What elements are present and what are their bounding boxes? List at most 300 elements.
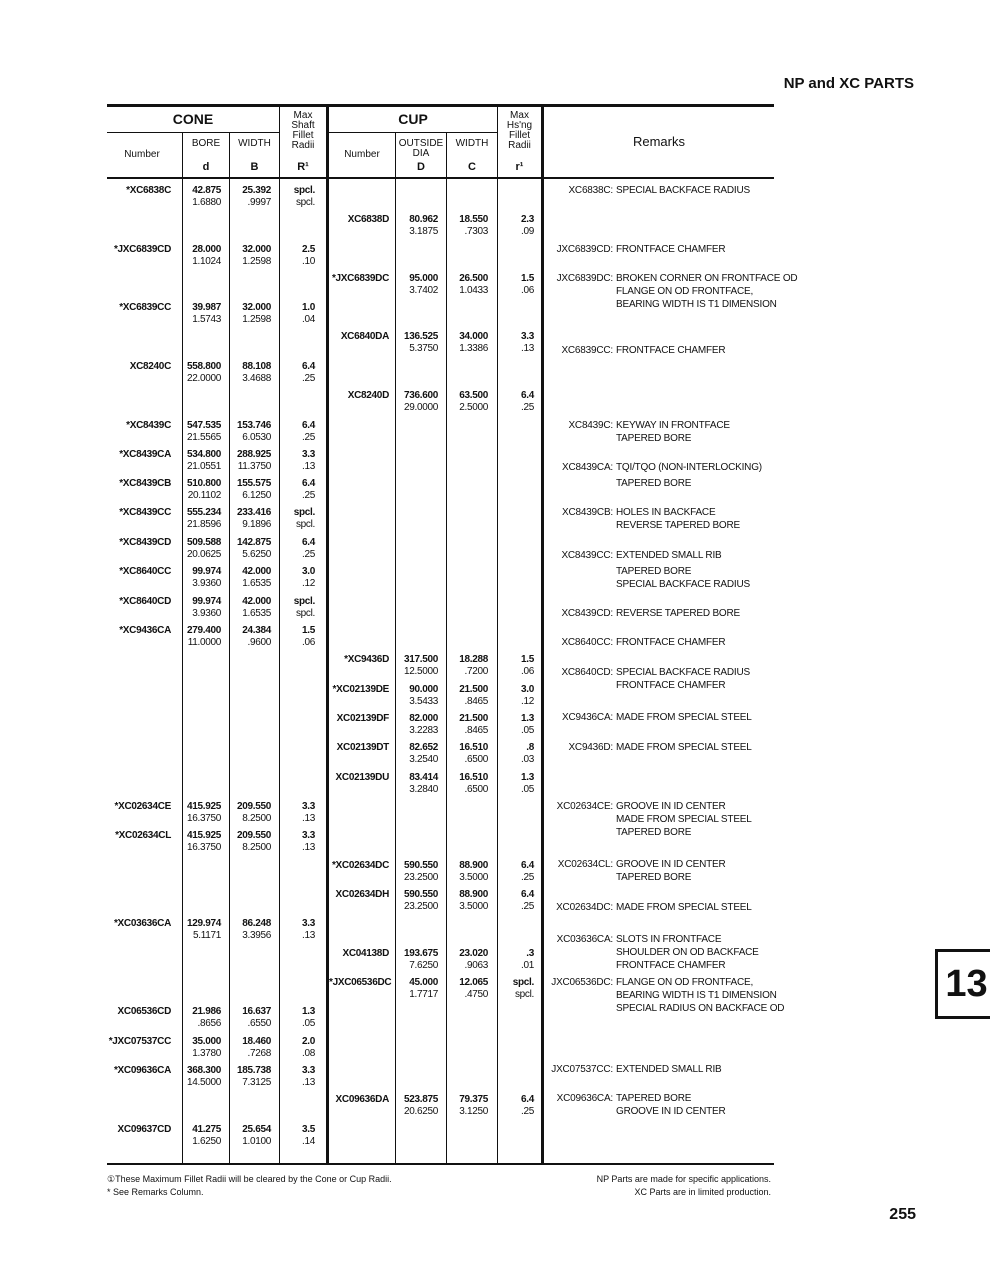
hsng-radius-mm: 6.4 [520, 860, 534, 871]
cone-width-in: 1.6535 [242, 608, 271, 619]
outside-dia-mm: 590.550 [403, 889, 438, 900]
hsng-radius-mm: 1.5 [520, 273, 534, 284]
cup-number: XC6840DA [340, 331, 389, 342]
remark-text: GROOVE IN ID CENTER [616, 801, 726, 812]
cup-width-in: 3.5000 [459, 872, 488, 883]
cup-width-mm: 88.900 [459, 889, 488, 900]
outside-dia-in: 23.2500 [403, 872, 438, 883]
bore-in: 16.3750 [186, 842, 221, 853]
cup-width-in: .8465 [464, 725, 488, 736]
remark-text: KEYWAY IN FRONTFACE [616, 420, 730, 431]
remark-part-number: XC8439C: [568, 420, 613, 431]
bore-in: 3.9360 [192, 578, 221, 589]
hsng-radius-mm: 1.3 [520, 772, 534, 783]
hsng-radii-header: Max Hs'ng Fillet Radii [506, 110, 533, 151]
hsng-radius-mm: .8 [526, 742, 534, 753]
cone-width-symbol: B [250, 161, 259, 173]
cone-width-mm: 233.416 [236, 507, 271, 518]
bore-in: 21.0551 [186, 461, 221, 472]
cup-number: XC02634DH [335, 889, 389, 900]
hsng-radius-in: .06 [520, 666, 534, 677]
cone-width-in: 1.0100 [242, 1136, 271, 1147]
shaft-radius-in: .25 [301, 549, 315, 560]
outside-dia-mm: 95.000 [409, 273, 438, 284]
remark-text: TQI/TQO (NON-INTERLOCKING) [616, 462, 762, 473]
cone-number: *XC8640CC [119, 566, 171, 577]
hsng-radius-mm: 6.4 [520, 889, 534, 900]
remark-part-number: XC8439CC: [561, 550, 613, 561]
cone-width-in: 11.3750 [237, 461, 271, 472]
cup-width-in: .4750 [464, 989, 488, 1000]
outside-dia-in: 5.3750 [409, 343, 438, 354]
cone-width-in: 3.4688 [242, 373, 271, 384]
cone-number: *JXC07537CC [108, 1036, 171, 1047]
cup-width-mm: 18.550 [459, 214, 488, 225]
cup-number: XC04138D [342, 948, 389, 959]
remark-part-number: XC02634CE: [556, 801, 613, 812]
remark-text: FRONTFACE CHAMFER [616, 637, 726, 648]
remark-part-number: XC02634DC: [556, 902, 613, 913]
hsng-radius-in: .01 [520, 960, 534, 971]
hsng-radius-in: .06 [520, 285, 534, 296]
hsng-radius-in: .05 [520, 725, 534, 736]
page-number: 255 [889, 1206, 916, 1223]
shaft-radius-in: .14 [301, 1136, 315, 1147]
shaft-radius-in: spcl. [295, 519, 315, 530]
bore-mm: 510.800 [186, 478, 221, 489]
remark-text: REVERSE TAPERED BORE [616, 608, 740, 619]
outside-dia-header: OUTSIDE DIA [398, 138, 444, 159]
remark-text: FRONTFACE CHAMFER [616, 244, 726, 255]
remark-text: FRONTFACE CHAMFER [616, 960, 726, 971]
cone-width-mm: 24.384 [242, 625, 271, 636]
outside-dia-mm: 82.652 [409, 742, 438, 753]
bore-mm: 279.400 [186, 625, 221, 636]
cone-width-mm: 185.738 [236, 1065, 271, 1076]
cup-number: XC02139DF [336, 713, 389, 724]
cup-width-in: .7200 [464, 666, 488, 677]
cup-width-mm: 21.500 [459, 684, 488, 695]
cup-width-mm: 18.288 [459, 654, 488, 665]
shaft-radius-mm: 6.4 [301, 537, 315, 548]
remark-text: TAPERED BORE [616, 566, 692, 577]
cone-width-in: 9.1896 [242, 519, 271, 530]
shaft-radius-in: .13 [301, 461, 315, 472]
cone-number: *XC02634CL [115, 830, 171, 841]
outside-dia-mm: 736.600 [403, 390, 438, 401]
outside-dia-mm: 136.525 [403, 331, 438, 342]
remark-text: EXTENDED SMALL RIB [616, 550, 722, 561]
cup-width-in: .6500 [464, 784, 488, 795]
outside-dia-mm: 45.000 [409, 977, 438, 988]
cup-width-mm: 88.900 [459, 860, 488, 871]
shaft-radius-mm: spcl. [293, 185, 315, 196]
cone-number: *XC09636CA [113, 1065, 171, 1076]
outside-dia-in: 29.0000 [403, 402, 438, 413]
table-top-rule [107, 104, 774, 107]
shaft-radius-in: spcl. [295, 608, 315, 619]
shaft-radius-in: .13 [301, 842, 315, 853]
cone-width-mm: 32.000 [242, 244, 271, 255]
hsng-radius-in: .25 [520, 402, 534, 413]
divider-hsng-radii [497, 106, 498, 1163]
cone-width-in: 8.2500 [242, 842, 271, 853]
outside-dia-in: 20.6250 [403, 1106, 438, 1117]
outside-dia-mm: 590.550 [403, 860, 438, 871]
cone-header-underline [107, 132, 279, 133]
shaft-radius-in: .08 [301, 1048, 315, 1059]
remark-text: BEARING WIDTH IS T1 DIMENSION [616, 299, 777, 310]
cup-width-mm: 21.500 [459, 713, 488, 724]
cup-number: *XC9436D [344, 654, 389, 665]
cup-number: XC09636DA [335, 1094, 389, 1105]
cone-number: *XC02634CE [114, 801, 171, 812]
shaft-radius-in: .12 [301, 578, 315, 589]
cone-width-in: 1.6535 [242, 578, 271, 589]
hsng-radius-mm: 6.4 [520, 1094, 534, 1105]
shaft-radius-in: .25 [301, 373, 315, 384]
remark-part-number: XC9436CA: [561, 712, 613, 723]
bore-in: 20.1102 [187, 490, 221, 501]
bore-in: 1.6880 [192, 197, 221, 208]
remark-text: TAPERED BORE [616, 872, 692, 883]
bore-in: 1.5743 [192, 314, 221, 325]
cup-width-in: 3.5000 [459, 901, 488, 912]
section-tab: 13 [935, 949, 990, 1019]
cup-width-in: .7303 [464, 226, 488, 237]
remark-text: FRONTFACE CHAMFER [616, 345, 726, 356]
divider-remarks [541, 106, 544, 1163]
footnote-xc-parts: XC Parts are in limited production. [634, 1187, 771, 1197]
bore-in: 1.1024 [192, 256, 221, 267]
remark-text: MADE FROM SPECIAL STEEL [616, 814, 752, 825]
hsng-radius-mm: 2.3 [520, 214, 534, 225]
cup-width-mm: 34.000 [459, 331, 488, 342]
cup-number: XC8240D [347, 390, 389, 401]
shaft-radii-symbol: R¹ [297, 161, 309, 173]
remark-part-number: XC09636CA: [556, 1093, 613, 1104]
shaft-radius-in: .06 [301, 637, 315, 648]
hsng-radius-in: .13 [520, 343, 534, 354]
remark-part-number: JXC6839DC: [556, 273, 613, 284]
remark-text: SPECIAL BACKFACE RADIUS [616, 579, 750, 590]
shaft-radius-in: .13 [301, 930, 315, 941]
bore-mm: 99.974 [192, 596, 221, 607]
shaft-radius-mm: 3.0 [301, 566, 315, 577]
footnote-np-parts: NP Parts are made for specific applications. [596, 1174, 771, 1184]
cone-number: XC06536CD [117, 1006, 171, 1017]
cup-width-mm: 26.500 [459, 273, 488, 284]
remark-text: BEARING WIDTH IS T1 DIMENSION [616, 990, 777, 1001]
hsng-radius-in: .03 [520, 754, 534, 765]
shaft-radius-mm: 6.4 [301, 361, 315, 372]
shaft-radius-mm: 6.4 [301, 420, 315, 431]
cone-number: *JXC6839CD [113, 244, 171, 255]
remark-text: FRONTFACE CHAMFER [616, 680, 726, 691]
shaft-radius-mm: 1.3 [301, 1006, 315, 1017]
bore-mm: 42.875 [192, 185, 221, 196]
outside-dia-mm: 317.500 [403, 654, 438, 665]
hsng-radius-mm: 1.3 [520, 713, 534, 724]
remark-part-number: XC02634CL: [557, 859, 613, 870]
remark-part-number: XC8439CA: [561, 462, 613, 473]
bore-symbol: d [202, 161, 210, 173]
cup-width-symbol: C [468, 161, 476, 173]
cone-number: XC09637CD [117, 1124, 171, 1135]
cone-width-mm: 155.575 [236, 478, 271, 489]
bore-in: 14.5000 [186, 1077, 221, 1088]
cone-number: *XC9436CA [119, 625, 171, 636]
cone-width-mm: 18.460 [242, 1036, 271, 1047]
cup-width-in: .6500 [464, 754, 488, 765]
remark-text: BROKEN CORNER ON FRONTFACE OD [616, 273, 798, 284]
cone-width-in: 8.2500 [242, 813, 271, 824]
remark-part-number: XC03636CA: [556, 934, 613, 945]
remark-part-number: JXC07537CC: [551, 1064, 613, 1075]
cup-width-in: 1.3386 [459, 343, 488, 354]
remark-text: FLANGE ON OD FRONTFACE, [616, 286, 754, 297]
outside-dia-in: 23.2500 [403, 901, 438, 912]
cone-width-in: .9997 [247, 197, 271, 208]
cup-number: *XC02634DC [331, 860, 389, 871]
remark-text: SLOTS IN FRONTFACE [616, 934, 722, 945]
remark-text: SPECIAL BACKFACE RADIUS [616, 667, 750, 678]
bore-mm: 35.000 [192, 1036, 221, 1047]
bore-mm: 547.535 [186, 420, 221, 431]
remark-part-number: XC9436D: [568, 742, 613, 753]
cup-number: XC02139DU [335, 772, 389, 783]
remark-text: TAPERED BORE [616, 827, 692, 838]
cone-width-mm: 142.875 [236, 537, 271, 548]
remark-text: GROOVE IN ID CENTER [616, 1106, 726, 1117]
bore-in: 3.9360 [192, 608, 221, 619]
cone-width-mm: 42.000 [242, 566, 271, 577]
hsng-radius-in: .09 [520, 226, 534, 237]
cone-width-mm: 25.392 [242, 185, 271, 196]
outside-dia-in: 3.5433 [409, 696, 438, 707]
remark-part-number: XC8640CC: [561, 637, 613, 648]
cone-width-in: 3.3956 [242, 930, 271, 941]
cone-width-in: .9600 [247, 637, 271, 648]
cone-width-header: WIDTH [238, 138, 271, 149]
cup-number: XC6838D [347, 214, 389, 225]
remarks-header: Remarks [632, 134, 685, 149]
cup-number: *XC02139DE [332, 684, 389, 695]
remark-text: MADE FROM SPECIAL STEEL [616, 902, 752, 913]
cone-width-in: 1.2598 [242, 314, 271, 325]
cone-number: *XC6839CC [119, 302, 171, 313]
cone-number: *XC6838C [126, 185, 171, 196]
bore-mm: 558.800 [186, 361, 221, 372]
cone-header: CONE [172, 111, 214, 127]
cone-number-header: Number [124, 149, 160, 160]
shaft-radius-mm: 3.3 [301, 830, 315, 841]
hsng-radius-mm: 3.3 [520, 331, 534, 342]
bore-mm: 99.974 [192, 566, 221, 577]
bore-in: 22.0000 [186, 373, 221, 384]
remark-text: MADE FROM SPECIAL STEEL [616, 712, 752, 723]
hsng-radius-mm: .3 [526, 948, 534, 959]
cone-width-in: 7.3125 [242, 1077, 271, 1088]
cone-width-mm: 25.654 [242, 1124, 271, 1135]
cup-width-mm: 79.375 [459, 1094, 488, 1105]
cone-width-mm: 209.550 [236, 830, 271, 841]
hsng-radius-in: .05 [520, 784, 534, 795]
remark-text: TAPERED BORE [616, 433, 692, 444]
outside-dia-in: 3.1875 [409, 226, 438, 237]
hsng-radius-in: .25 [520, 1106, 534, 1117]
outside-dia-in: 12.5000 [403, 666, 438, 677]
cone-width-mm: 32.000 [242, 302, 271, 313]
hsng-radius-mm: spcl. [512, 977, 534, 988]
shaft-radius-mm: 1.5 [301, 625, 315, 636]
cup-width-mm: 23.020 [459, 948, 488, 959]
bore-mm: 129.974 [186, 918, 221, 929]
cup-width-in: 3.1250 [459, 1106, 488, 1117]
cup-width-in: .9063 [464, 960, 488, 971]
cup-width-mm: 12.065 [459, 977, 488, 988]
cone-width-in: 6.0530 [242, 432, 271, 443]
bore-in: .8656 [197, 1018, 221, 1029]
bore-mm: 41.275 [192, 1124, 221, 1135]
hsng-radius-mm: 6.4 [520, 390, 534, 401]
outside-dia-mm: 523.875 [403, 1094, 438, 1105]
footnote-see-remarks: * See Remarks Column. [107, 1187, 204, 1197]
cone-number: *XC8640CD [119, 596, 171, 607]
shaft-radius-in: .25 [301, 432, 315, 443]
remark-text: SPECIAL RADIUS ON BACKFACE OD [616, 1003, 785, 1014]
bore-mm: 28.000 [192, 244, 221, 255]
shaft-radius-mm: 3.3 [301, 801, 315, 812]
hsng-radius-mm: 3.0 [520, 684, 534, 695]
cup-width-mm: 63.500 [459, 390, 488, 401]
bore-mm: 415.925 [186, 830, 221, 841]
cone-number: *XC8439CA [119, 449, 171, 460]
cone-width-in: 5.6250 [242, 549, 271, 560]
cup-number: XC02139DT [336, 742, 389, 753]
cone-width-in: .7268 [247, 1048, 271, 1059]
table-bottom-rule [107, 1163, 774, 1165]
cone-number: *XC03636CA [113, 918, 171, 929]
bore-in: 21.5565 [186, 432, 221, 443]
hsng-radius-in: .12 [520, 696, 534, 707]
remark-part-number: JXC06536DC: [551, 977, 613, 988]
remark-text: SPECIAL BACKFACE RADIUS [616, 185, 750, 196]
cone-width-mm: 42.000 [242, 596, 271, 607]
shaft-radius-mm: 3.3 [301, 918, 315, 929]
cup-header: CUP [398, 111, 428, 127]
cone-number: *XC8439CC [119, 507, 171, 518]
remark-part-number: XC6839CC: [561, 345, 613, 356]
remark-part-number: JXC6839CD: [556, 244, 613, 255]
remark-part-number: XC8439CD: [561, 608, 613, 619]
cup-width-in: 1.0433 [459, 285, 488, 296]
header-bottom-rule [107, 177, 774, 179]
bore-in: 16.3750 [186, 813, 221, 824]
footnote-fillet-radii: ①These Maximum Fillet Radii will be cleared by the Cone or Cup Radii. [107, 1174, 392, 1184]
hsng-radius-in: .25 [520, 872, 534, 883]
cup-number: *JXC06536DC [329, 977, 392, 988]
shaft-radius-in: .10 [301, 256, 315, 267]
shaft-radius-in: spcl. [295, 197, 315, 208]
outside-dia-mm: 80.962 [409, 214, 438, 225]
cup-width-in: .8465 [464, 696, 488, 707]
cup-header-underline [328, 132, 498, 133]
outside-dia-symbol: D [417, 161, 425, 173]
shaft-radius-in: .04 [301, 314, 315, 325]
hsng-radii-symbol: r¹ [515, 161, 524, 173]
shaft-radius-mm: spcl. [293, 507, 315, 518]
bore-in: 1.6250 [192, 1136, 221, 1147]
outside-dia-in: 3.7402 [409, 285, 438, 296]
remark-part-number: XC6838C: [568, 185, 613, 196]
bore-in: 20.0625 [186, 549, 221, 560]
hsng-radius-in: .25 [520, 901, 534, 912]
remark-text: MADE FROM SPECIAL STEEL [616, 742, 752, 753]
cone-number: *XC8439CB [119, 478, 171, 489]
shaft-radius-mm: 2.0 [301, 1036, 315, 1047]
bore-mm: 555.234 [186, 507, 221, 518]
shaft-radius-mm: spcl. [293, 596, 315, 607]
outside-dia-mm: 82.000 [409, 713, 438, 724]
outside-dia-in: 7.6250 [409, 960, 438, 971]
shaft-radius-in: .05 [301, 1018, 315, 1029]
outside-dia-mm: 193.675 [403, 948, 438, 959]
remark-text: GROOVE IN ID CENTER [616, 859, 726, 870]
cone-width-in: 1.2598 [242, 256, 271, 267]
hsng-radius-in: spcl. [514, 989, 534, 1000]
remark-text: EXTENDED SMALL RIB [616, 1064, 722, 1075]
cup-number: *JXC6839DC [331, 273, 389, 284]
bore-in: 11.0000 [187, 637, 221, 648]
shaft-radius-in: .13 [301, 1077, 315, 1088]
shaft-radius-mm: 3.3 [301, 1065, 315, 1076]
bore-in: 5.1171 [192, 930, 221, 941]
cone-width-mm: 88.108 [242, 361, 271, 372]
shaft-radii-header: Max Shaft Fillet Radii [291, 110, 315, 151]
cup-width-mm: 16.510 [459, 742, 488, 753]
cone-number: *XC8439CD [119, 537, 171, 548]
bore-in: 21.8596 [186, 519, 221, 530]
remark-text: FLANGE ON OD FRONTFACE, [616, 977, 754, 988]
bore-mm: 415.925 [186, 801, 221, 812]
remark-text: REVERSE TAPERED BORE [616, 520, 740, 531]
remark-text: TAPERED BORE [616, 478, 692, 489]
bore-mm: 368.300 [186, 1065, 221, 1076]
cone-width-mm: 16.637 [242, 1006, 271, 1017]
page-title: NP and XC PARTS [783, 75, 914, 92]
cone-number: XC8240C [129, 361, 171, 372]
cone-width-mm: 209.550 [236, 801, 271, 812]
remark-text: HOLES IN BACKFACE [616, 507, 716, 518]
cup-number-header: Number [344, 149, 380, 160]
cone-width-mm: 288.925 [236, 449, 271, 460]
remark-text: TAPERED BORE [616, 1093, 692, 1104]
hsng-radius-mm: 1.5 [520, 654, 534, 665]
remark-text: SHOULDER ON OD BACKFACE [616, 947, 759, 958]
cone-width-mm: 153.746 [236, 420, 271, 431]
divider-cone-cup [326, 106, 329, 1163]
outside-dia-in: 3.2283 [409, 725, 438, 736]
shaft-radius-mm: 6.4 [301, 478, 315, 489]
bore-mm: 21.986 [192, 1006, 221, 1017]
shaft-radius-mm: 3.3 [301, 449, 315, 460]
bore-in: 1.3780 [192, 1048, 221, 1059]
bore-header: BORE [191, 138, 221, 149]
cone-width-mm: 86.248 [242, 918, 271, 929]
outside-dia-mm: 83.414 [409, 772, 438, 783]
remark-part-number: XC8640CD: [561, 667, 613, 678]
